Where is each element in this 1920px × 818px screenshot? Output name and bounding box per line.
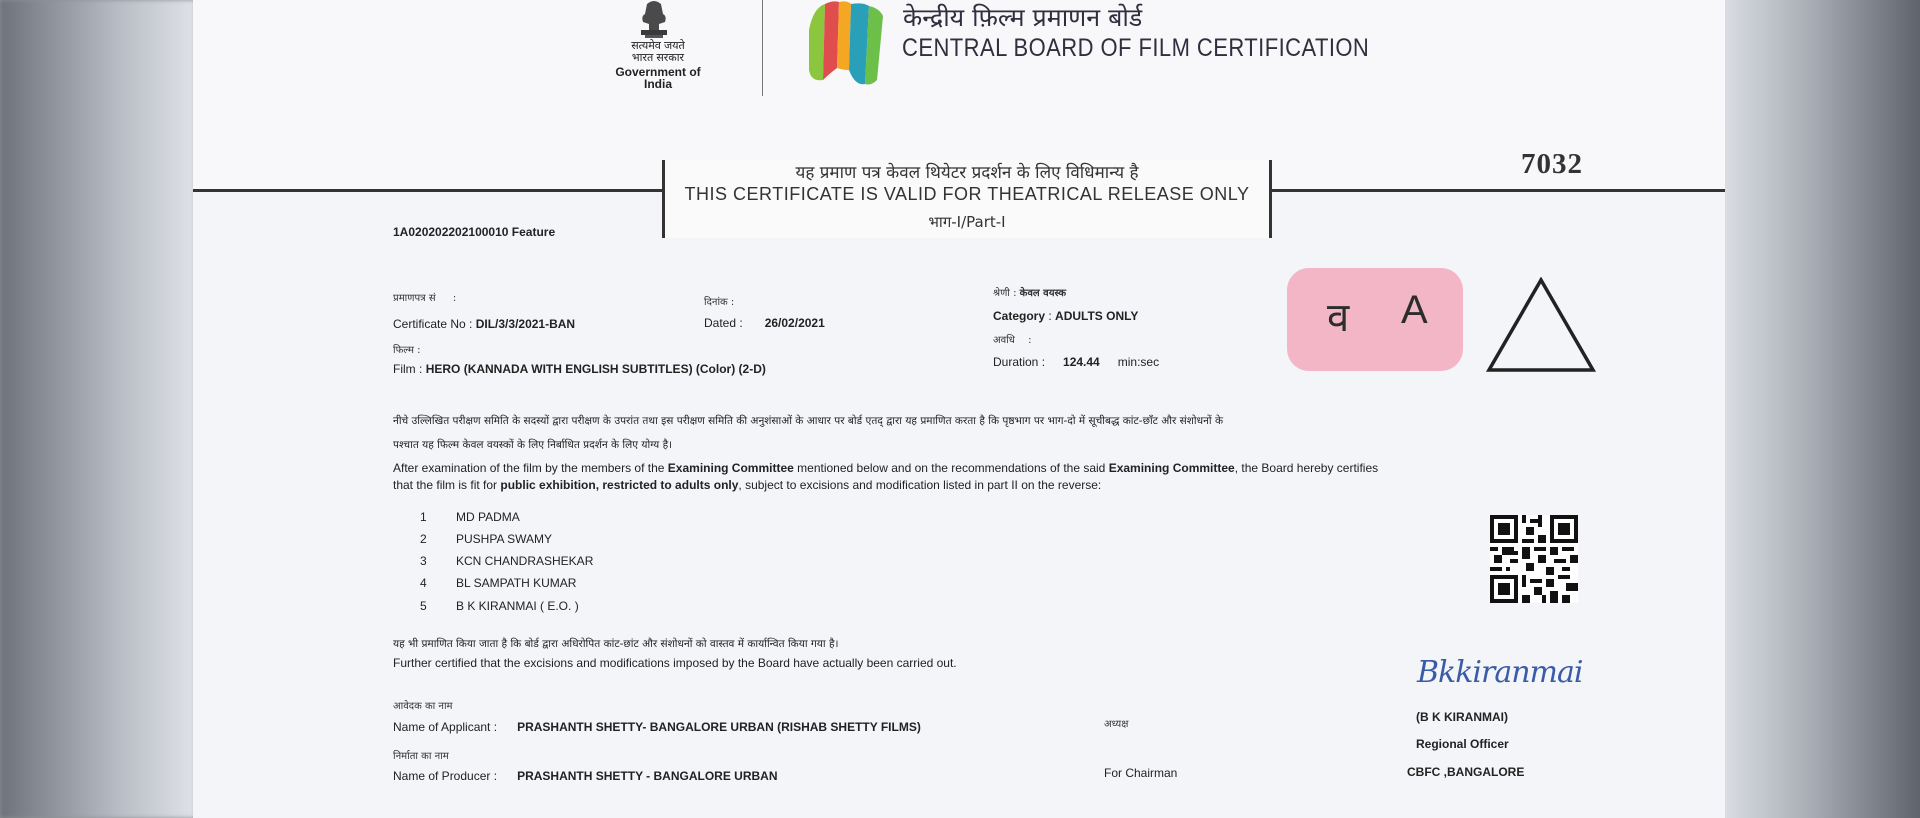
- duration-unit: min:sec: [1117, 355, 1160, 369]
- category-hindi-label: श्रेणी: [993, 288, 1010, 299]
- applicant-value: PRASHANTH SHETTY- BANGALORE URBAN (RISHAB SHETTY FILMS): [517, 720, 921, 734]
- member-number: 3: [420, 554, 427, 568]
- producer-hindi-label: निर्माता का नाम: [393, 751, 449, 762]
- category-hindi-row: श्रेणी : केवल वयस्क: [993, 288, 1067, 299]
- ep-bold1: Examining Committee: [667, 461, 794, 475]
- hindi-paragraph-line1: नीचे उल्लिखित परीक्षण समिति के सदस्यों द्वारा परीक्षण के उपरांत तथा इस परीक्षण समिति की अनुशंसाओं के आधार पर बोर्ड एतद् द्वारा यह प्रमाणित करता है कि पृष्ठभाग पर भाग-दो में सूचीबद्ध कांट-छाँट और संशोधनों के: [393, 415, 1224, 427]
- member-number: 4: [420, 576, 427, 590]
- ep-text2: mentioned below and on the recommendations of the said: [793, 461, 1109, 475]
- applicant-row: Name of Applicant : PRASHANTH SHETTY- BANGALORE URBAN (RISHAB SHETTY FILMS): [393, 720, 921, 734]
- date-row: Dated : 26/02/2021: [704, 316, 825, 330]
- hindi-paragraph-line2: पश्चात यह फिल्म केवल वयस्कों के लिए निर्बाधित प्रदर्शन के लिए योग्य है।: [393, 439, 673, 451]
- film-hindi-row: फिल्म :: [393, 345, 421, 356]
- category-row: Category : ADULTS ONLY: [993, 309, 1139, 323]
- film-hindi-label: फिल्म: [393, 345, 414, 356]
- rating-badge: [1287, 268, 1463, 371]
- date-value: 26/02/2021: [764, 316, 825, 330]
- film-title: HERO (KANNADA WITH ENGLISH SUBTITLES) (Color) (2-D): [425, 362, 766, 376]
- rule-right: [1266, 189, 1725, 192]
- producer-row: Name of Producer : PRASHANTH SHETTY - BANGALORE URBAN: [393, 769, 778, 783]
- certificate-number: DIL/3/3/2021-BAN: [475, 317, 576, 331]
- rating-english: A: [1401, 288, 1428, 332]
- duration-hindi-label: अवधि: [993, 335, 1015, 346]
- government-of-india-text: [608, 40, 708, 90]
- satyamev-jayate: सत्यमेव जयते: [631, 40, 685, 52]
- validity-box: [662, 160, 1272, 238]
- duration-label: Duration: [993, 355, 1039, 369]
- ep-text1: After examination of the film by the members of the: [393, 461, 668, 475]
- producer-value: PRASHANTH SHETTY - BANGALORE URBAN: [517, 769, 778, 783]
- category-hindi-value: केवल वयस्क: [1019, 288, 1067, 299]
- ep-text4: that the film is fit for: [393, 478, 501, 492]
- member-name: PUSHPA SWAMY: [456, 532, 553, 546]
- background-left: [0, 0, 195, 818]
- ep-bold3: public exhibition, restricted to adults only: [500, 478, 739, 492]
- english-paragraph-line1: [393, 461, 1378, 475]
- officer-office: CBFC ,BANGALORE: [1407, 765, 1525, 779]
- member-name: KCN CHANDRASHEKAR: [456, 554, 594, 568]
- national-emblem-icon: [625, 0, 683, 42]
- further-english: Further certified that the excisions and modifications imposed by the Board have actually been carried out.: [393, 656, 957, 670]
- header-divider: [762, 0, 763, 96]
- background-right: [1725, 0, 1920, 818]
- officer-name: (B K KIRANMAI): [1416, 710, 1508, 724]
- member-name: MD PADMA: [456, 510, 520, 524]
- officer-signature: Bkkiranmai: [1417, 655, 1583, 690]
- category-value: ADULTS ONLY: [1055, 309, 1139, 323]
- ep-text5: , subject to excisions and modification listed in part II on the reverse:: [738, 478, 1102, 492]
- member-number: 5: [420, 599, 427, 613]
- validity-part: भाग-I/Part-I: [928, 213, 1006, 231]
- qr-code: [1490, 515, 1578, 603]
- bharat-sarkar: भारत सरकार: [631, 52, 685, 64]
- certificate-hindi-row: प्रमाणपत्र सं :: [393, 293, 457, 304]
- adult-triangle-icon: [1485, 277, 1597, 374]
- duration-hindi-row: अवधि :: [993, 335, 1032, 346]
- government-of-india-label: Government of India: [615, 65, 701, 91]
- board-name-english: CENTRAL BOARD OF FILM CERTIFICATION: [902, 34, 1370, 62]
- duration-row: Duration : 124.44 min:sec: [993, 355, 1160, 369]
- rating-hindi: व: [1327, 295, 1350, 341]
- date-label: Dated: [704, 316, 737, 330]
- member-number: 2: [420, 532, 427, 546]
- chairman-hindi: अध्यक्ष: [1104, 719, 1129, 730]
- date-hindi-row: दिनांक :: [704, 297, 735, 308]
- certificate-hindi-label: प्रमाणपत्र सं: [393, 293, 436, 304]
- category-label: Category: [993, 309, 1046, 323]
- member-name: BL SAMPATH KUMAR: [456, 576, 577, 590]
- date-hindi-label: दिनांक: [704, 297, 728, 308]
- applicant-hindi-label: आवेदक का नाम: [393, 701, 453, 712]
- film-row: Film : HERO (KANNADA WITH ENGLISH SUBTITLES) (Color) (2-D): [393, 362, 766, 376]
- board-name-hindi: केन्द्रीय फ़िल्म प्रमाणन बोर्ड: [903, 3, 1143, 32]
- ep-bold2: Examining Committee: [1108, 461, 1235, 475]
- film-label: Film: [393, 362, 416, 376]
- certificate-row: Certificate No : DIL/3/3/2021-BAN: [393, 317, 576, 331]
- officer-title: Regional Officer: [1416, 737, 1509, 751]
- validity-hindi: यह प्रमाण पत्र केवल थियेटर प्रदर्शन के लिए विधिमान्य है: [795, 163, 1139, 183]
- duration-value: 124.44: [1063, 355, 1100, 369]
- further-hindi: यह भी प्रमाणित किया जाता है कि बोर्ड द्वारा अधिरोपित कांट-छांट और संशोधनों को वास्तव में कार्यान्वित किया गया है।: [393, 638, 839, 650]
- serial-number: 7032: [1521, 148, 1583, 180]
- producer-label: Name of Producer: [393, 769, 491, 783]
- rule-left: [193, 189, 663, 192]
- feature-code: 1A020202202100010 Feature: [393, 225, 556, 239]
- validity-english: THIS CERTIFICATE IS VALID FOR THEATRICAL RELEASE ONLY: [684, 184, 1250, 204]
- cbfc-logo-icon: [803, 0, 885, 92]
- ep-text3: , the Board hereby certifies: [1234, 461, 1379, 475]
- applicant-label: Name of Applicant: [393, 720, 491, 734]
- member-number: 1: [420, 510, 427, 524]
- chairman-english: For Chairman: [1104, 766, 1178, 780]
- member-name: B K KIRANMAI ( E.O. ): [456, 599, 579, 613]
- certificate-label: Certificate No: [393, 317, 466, 331]
- english-paragraph-line2: [393, 478, 1101, 492]
- certificate-sheet: [193, 0, 1725, 818]
